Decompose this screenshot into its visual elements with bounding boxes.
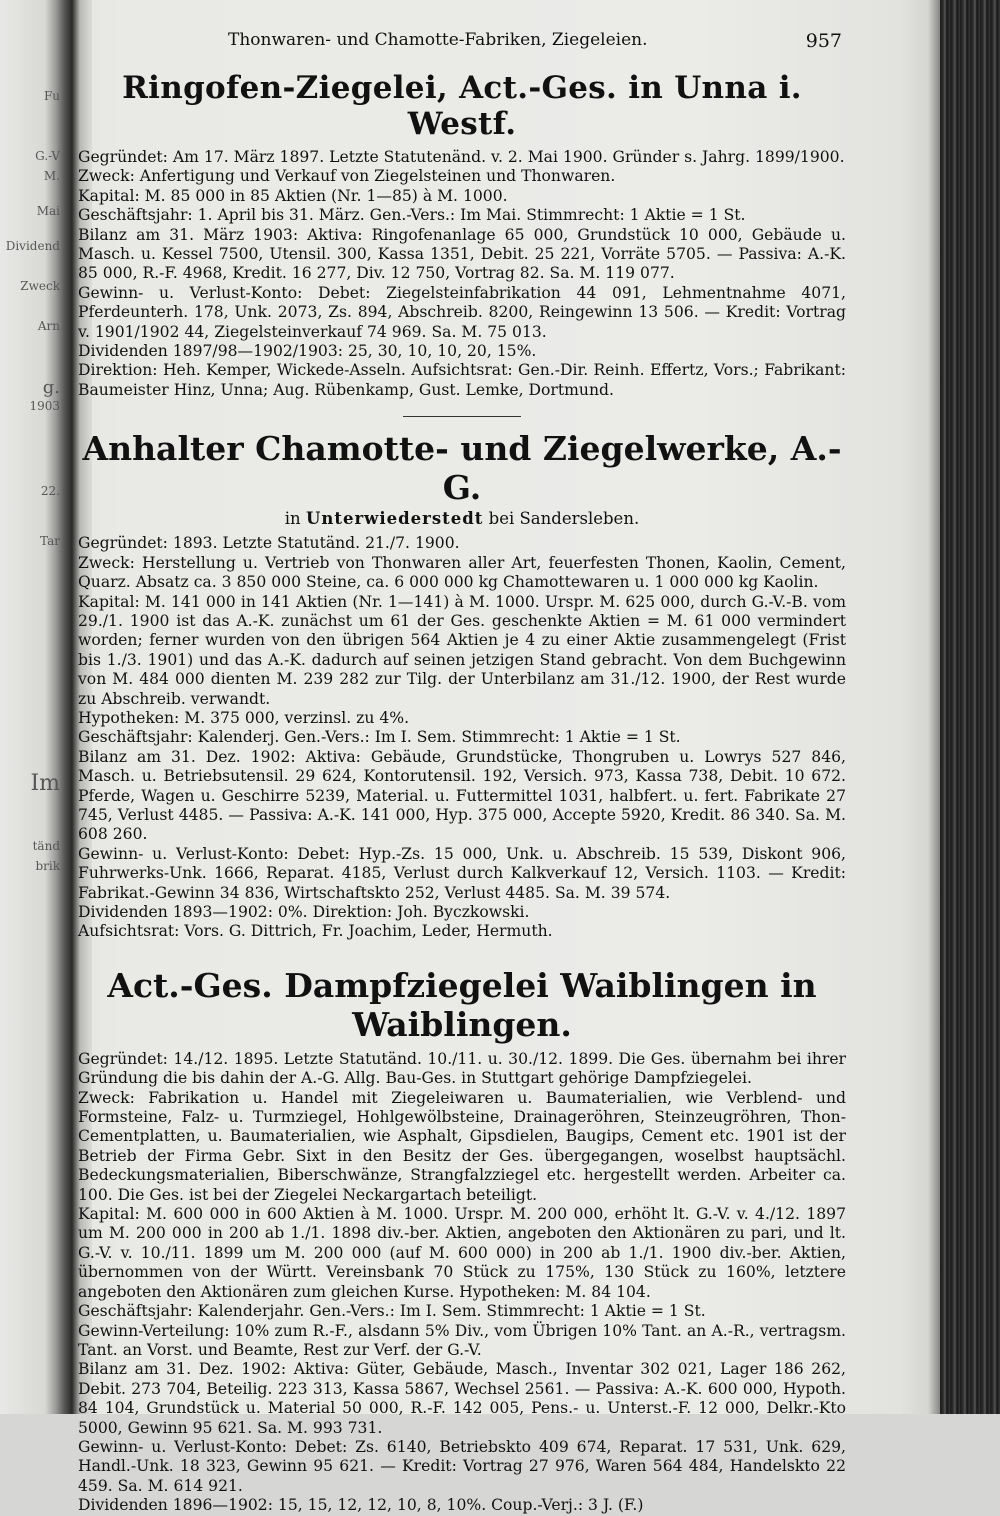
entry-paragraph: Bilanz am 31. Dez. 1902: Aktiva: Gebäude, Grundstücke, Thongruben u. Lowrys 527 846, Masch. u. Betriebsutensil. 29 624, Kontorutensil. 192, Versich. 973, Kassa 738, Debit. 10 672. Pferde, Wagen u. Geschirre 5239, Material. u. Futtermittel 1031, halbfert. u. fert. Fabrikate 27 745, Verlust 4485. — Passiva: A.-K. 141 000, Hyp. 375 000, Accepte 5920, Kredit. 86 340. Sa. M. 608 260.: [78, 747, 846, 844]
margin-fragment: Tar: [40, 534, 60, 548]
margin-fragment: 1903: [29, 399, 60, 413]
margin-fragment: Dividend: [5, 239, 60, 253]
entry-paragraph: Gewinn- u. Verlust-Konto: Debet: Zs. 6140, Betriebskto 409 674, Reparat. 17 531, Unk. 629, Handl.-Unk. 18 323, Gewinn 95 621. — Kredit: Vortrag 27 976, Waren 564 484, Handelskto 22 459. Sa. M. 614 921.: [78, 1437, 846, 1495]
section-divider: [403, 416, 521, 417]
running-header: [78, 26, 846, 54]
entry-paragraph: Kapital: M. 600 000 in 600 Aktien à M. 1000. Urspr. M. 200 000, erhöht lt. G.-V. v. 4./12. 1897 um M. 200 000 in 200 ab 1./1. 1898 div.-ber. Aktien, angeboten den Aktionären zu pari, und lt. G.-V. v. 10./11. 1899 um M. 200 000 (auf M. 600 000) in 200 ab 1./1. 1900 div.-ber. Aktien, übernommen von der Württ. Vereinsbank 70 Stück zu 175%, 130 Stück zu 160%, letztere angeboten den Aktionären zum gleichen Kurse. Hypotheken: M. 84 104.: [78, 1205, 846, 1301]
margin-fragment: Mai: [36, 204, 60, 218]
entry-paragraph: Aufsichtsrat: Vors. G. Dittrich, Fr. Joachim, Leder, Hermuth.: [78, 922, 553, 941]
entry-paragraph: Kapital: M. 85 000 in 85 Aktien (Nr. 1—85) à M. 1000.: [78, 186, 508, 205]
entry-paragraph: Gegründet: Am 17. März 1897. Letzte Statutenänd. v. 2. Mai 1900. Gründer s. Jahrg. 1899/1900.: [78, 148, 845, 166]
entry-paragraph: Dividenden 1896—1902: 15, 15, 12, 12, 10, 8, 10%. Coup.-Verj.: 3 J. (F.): [78, 1496, 644, 1515]
margin-fragment: Im: [30, 771, 60, 796]
entry-paragraph: Bilanz am 31. März 1903: Aktiva: Ringofenanlage 65 000, Grundstück 10 000, Gebäude u. Masch. u. Kessel 7500, Utensil. 300, Kassa 1351, Debit. 25 221, Vorräte 5705. — Passiva: A.-K. 85 000, R.-F. 4968, Kredit. 16 277, Div. 12 750, Vortrag 82. Sa. M. 119 077.: [78, 225, 846, 283]
company-title: Act.-Ges. Dampfziegelei Waiblingen in Waiblingen.: [107, 965, 817, 1044]
margin-fragment: Arn: [37, 319, 60, 333]
entry-paragraph: Gegründet: 1893. Letzte Statutänd. 21./7. 1900.: [78, 534, 460, 553]
entry-paragraph: Zweck: Anfertigung und Verkauf von Ziegelsteinen und Thonwaren.: [78, 167, 616, 186]
margin-fragment: Zweck: [20, 279, 60, 293]
margin-fragment: M.: [43, 169, 60, 183]
margin-fragment: 22.: [40, 484, 60, 498]
company-title: Ringofen-Ziegelei, Act.-Ges. in Unna i. Westf.: [122, 70, 802, 142]
margin-fragment: tänd: [32, 839, 60, 853]
entry-paragraph: Kapital: M. 141 000 in 141 Aktien (Nr. 1—141) à M. 1000. Urspr. M. 625 000, durch G.-V.-B. vom 29./1. 1900 ist das A.-K. zunächst um 61 der Ges. geschenkte Aktien = M. 61 000 vermindert worden; ferner wurden von den übrigen 564 Aktien je 4 zu einer Aktie zusammengelegt (Frist bis 1./3. 1901) und das A.-K. dadurch auf seinen jetzigen Stand gebracht. Von dem Buchgewinn von M. 484 000 dienten M. 239 282 zur Tilg. der Unterbilanz am 31./12. 1900, der Rest wurde zu Abschreib. verwandt.: [78, 592, 846, 708]
page-number: 957: [805, 30, 842, 52]
entry-paragraph: Geschäftsjahr: Kalenderj. Gen.-Vers.: Im I. Sem. Stimmrecht: 1 Aktie = 1 St.: [78, 728, 681, 747]
margin-fragment: G.-V: [35, 149, 60, 163]
page-content: [78, 26, 846, 1516]
company-title: Anhalter Chamotte- und Ziegelwerke, A.-G.: [82, 429, 842, 508]
entry-paragraph: Direktion: Heh. Kemper, Wickede-Asseln. Aufsichtsrat: Gen.-Dir. Reinh. Effertz, Vors.; Fabrikant: Baumeister Hinz, Unna; Aug. Rübenkamp, Gust. Lemke, Dortmund.: [78, 361, 846, 399]
entry-paragraph: Dividenden 1897/98—1902/1903: 25, 30, 10, 10, 20, 15%.: [78, 342, 537, 361]
location-suffix: bei Sandersleben.: [488, 509, 640, 529]
margin-fragment: brik: [35, 859, 60, 873]
entry-paragraph: Hypotheken: M. 375 000, verzinsl. zu 4%.: [78, 708, 410, 727]
running-title: Thonwaren- und Chamotte-Fabriken, Ziegeleien.: [228, 30, 648, 50]
entry-paragraph: Gegründet: 14./12. 1895. Letzte Statutänd. 10./11. u. 30./12. 1899. Die Ges. übernahm bei ihrer Gründung die bis dahin der A.-G. Allg. Bau-Ges. in Stuttgart gehörige Dampfziegelei.: [78, 1049, 846, 1088]
right-page-edge: [940, 0, 1000, 1414]
right-page-shadow: [928, 0, 940, 1414]
company-entry: [78, 148, 846, 400]
location-prefix: in: [284, 509, 301, 529]
entry-paragraph: Zweck: Herstellung u. Vertrieb von Thonwaren aller Art, feuerfesten Thonen, Kaolin, Cement, Quarz. Absatz ca. 3 850 000 Steine, ca. 6 000 000 kg Chamottewaren u. 1 000 000 kg Kaolin.: [78, 553, 846, 592]
entry-paragraph: Geschäftsjahr: 1. April bis 31. März. Gen.-Vers.: Im Mai. Stimmrecht: 1 Aktie = 1 St.: [78, 206, 746, 225]
company-entry: [78, 1050, 846, 1516]
margin-fragment: Fu: [43, 89, 60, 103]
entry-paragraph: Zweck: Fabrikation u. Handel mit Ziegeleiwaren u. Baumaterialien, wie Verblend- und Formsteine, Falz- u. Turmziegel, Hohlgewölbsteine, Drainageröhren, Steinzeugröhren, Thon-Cementplatten, u. Baumaterialien, wie Asphalt, Gipsdielen, Baugips, Cement etc. 1901 ist der Betrieb der Firma Gebr. Sixt in den Besitz der Ges. übergegangen, woselbst hauptsächl. Bedeckungsmaterialien, Biberschwänze, Strangfalzziegel etc. hergestellt werden. Arbeiter ca. 100. Die Ges. ist bei der Ziegelei Neckargartach beteiligt.: [78, 1088, 846, 1204]
entry-paragraph: Bilanz am 31. Dez. 1902: Aktiva: Güter, Gebäude, Masch., Inventar 302 021, Lager 186 262, Debit. 273 704, Beteilig. 223 313, Kassa 5867, Wechsel 2561. — Passiva: A.-K. 600 000, Hypoth. 84 104, Grundstück u. Material 50 000, R.-F. 142 005, Pens.- u. Unterst.-F. 12 000, Delkr.-Kto 5000, Gewinn 95 621. Sa. M. 993 731.: [78, 1360, 846, 1437]
company-location: [78, 509, 846, 528]
entry-paragraph: Gewinn- u. Verlust-Konto: Debet: Hyp.-Zs. 15 000, Unk. u. Abschreib. 15 539, Diskont 906, Fuhrwerks-Unk. 1666, Reparat. 4185, Verlust durch Kalkverkauf 12, Versich. 1103. — Kredit: Fabrikat.-Gewinn 34 836, Wirtschaftskto 252, Verlust 4485. Sa. M. 39 574.: [78, 844, 846, 902]
entry-paragraph: Geschäftsjahr: Kalenderjahr. Gen.-Vers.: Im I. Sem. Stimmrecht: 1 Aktie = 1 St.: [78, 1302, 706, 1321]
location-place: Unterwiederstedt: [305, 509, 484, 529]
margin-fragment: g.: [42, 377, 60, 398]
company-entry: [78, 534, 846, 942]
entry-paragraph: Dividenden 1893—1902: 0%. Direktion: Joh. Byczkowski.: [78, 903, 530, 921]
entry-paragraph: Gewinn-Verteilung: 10% zum R.-F., alsdann 5% Div., vom Übrigen 10% Tant. an A.-R., vertragsm. Tant. an Vorst. und Beamte, Rest zur Verf. der G.-V.: [78, 1321, 846, 1359]
entry-paragraph: Gewinn- u. Verlust-Konto: Debet: Ziegelsteinfabrikation 44 091, Lehmentnahme 4071, Pferdeunterh. 178, Unk. 2073, Zs. 894, Abschreib. 8200, Reingewinn 13 506. — Kredit: Vortrag v. 1901/1902 44, Ziegelsteinverkauf 74 969. Sa. M. 75 013.: [78, 283, 846, 341]
